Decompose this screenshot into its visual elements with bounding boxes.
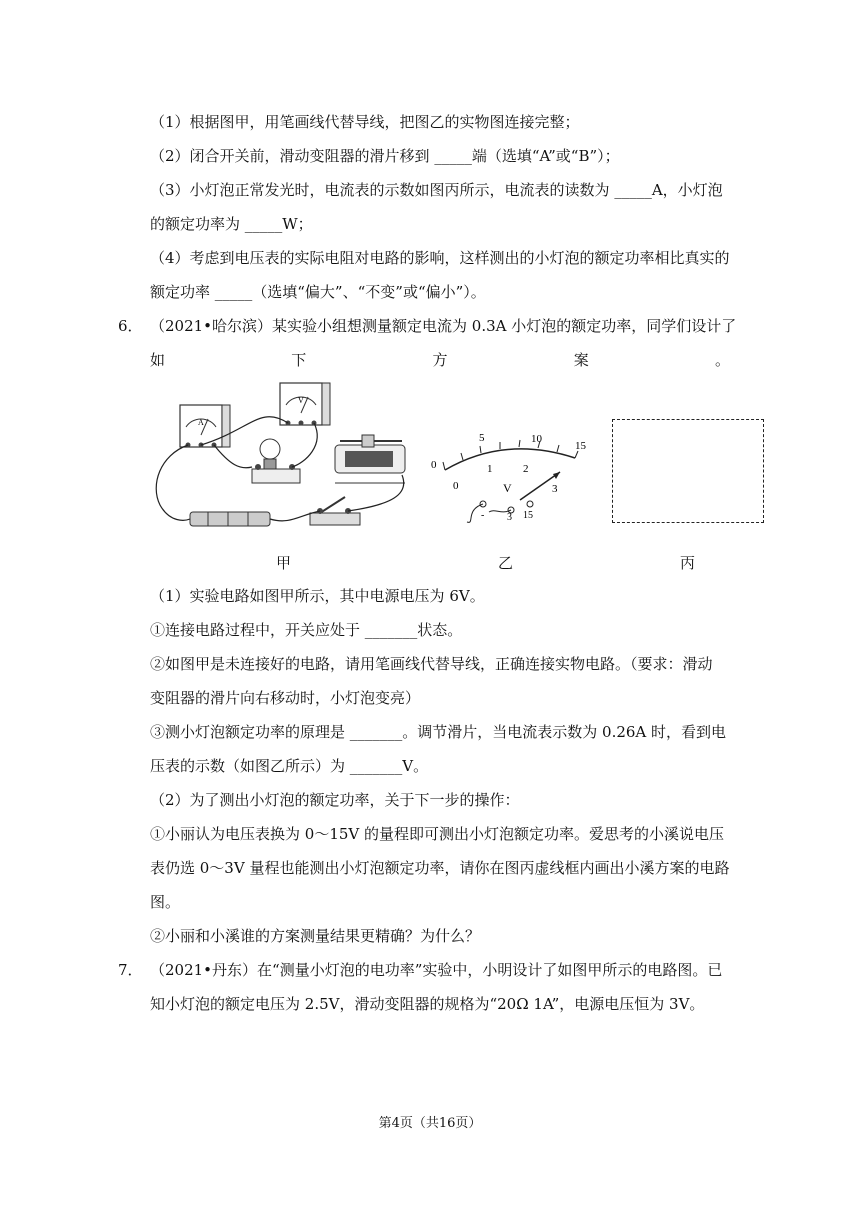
dial-top-15: 15 xyxy=(575,440,586,452)
q6-part1: （1）实验电路如图甲所示，其中电源电压为 6V。 xyxy=(150,587,485,605)
dial-unit: V xyxy=(503,481,512,495)
ammeter-icon xyxy=(180,405,230,448)
voltmeter-icon xyxy=(280,383,330,426)
q6-char: 。 xyxy=(714,351,730,369)
dial-bottom-1: 1 xyxy=(487,463,493,475)
figure-yi-voltmeter-dial xyxy=(425,400,605,530)
q6-part1-b: ②如图甲是未连接好的电路，请用笔画线代替导线，正确连接实物电路。（要求：滑动 xyxy=(150,655,713,673)
voltmeter-letter: V xyxy=(298,396,304,405)
q6-number: 6． xyxy=(118,317,143,335)
terminal-neg: - xyxy=(481,510,485,521)
q7-stem: （2021•丹东）在“测量小灯泡的电功率”实验中，小明设计了如图甲所示的电路图。已 xyxy=(150,961,723,979)
battery-icon xyxy=(190,512,270,526)
dial-top-10: 10 xyxy=(531,433,542,445)
caption-yi: 乙 xyxy=(498,554,514,572)
q6-part1-c: ③测小灯泡额定功率的原理是 _______。调节滑片，当电流表示数为 0.26A 时，看到电 xyxy=(150,723,727,741)
q6-char: 方 xyxy=(432,351,448,369)
q5-part2: （2）闭合开关前，滑动变阻器的滑片移到 _____端（选填“A”或“B”）； xyxy=(150,147,620,165)
q6-part1-a: ①连接电路过程中，开关应处于 _______状态。 xyxy=(150,621,463,639)
page-footer: 第4页（共16页） xyxy=(378,1116,482,1131)
q6-part2-a-cont: 表仍选 0～3V 量程也能测出小灯泡额定功率，请你在图丙虚线框内画出小溪方案的电路 xyxy=(150,859,730,877)
q5-part1: （1）根据图甲，用笔画线代替导线，把图乙的实物图连接完整； xyxy=(150,113,580,131)
bulb-icon xyxy=(252,439,300,483)
dial-bottom-2: 2 xyxy=(523,463,529,475)
q5-part4: （4）考虑到电压表的实际电阻对电路的影响，这样测出的小灯泡的额定功率相比真实的 xyxy=(150,249,730,267)
caption-jia: 甲 xyxy=(276,554,292,572)
terminal-3: 3 xyxy=(507,512,512,523)
rheostat-icon xyxy=(335,435,405,483)
dial-top-0: 0 xyxy=(431,459,437,471)
q7-stem-cont: 知小灯泡的额定电压为 2.5V，滑动变阻器的规格为“20Ω 1A”，电源电压恒为 3V。 xyxy=(150,995,705,1013)
q6-part2-a: ①小丽认为电压表换为 0～15V 的量程即可测出小灯泡额定功率。爱思考的小溪说电压 xyxy=(150,825,725,843)
q7-number: 7． xyxy=(118,961,143,979)
dial-bottom-3: 3 xyxy=(552,483,558,495)
q6-char: 下 xyxy=(291,351,307,369)
q6-stem: （2021•哈尔滨）某实验小组想测量额定电流为 0.3A 小灯泡的额定功率，同学们设计了 xyxy=(150,317,737,335)
q5-part4-cont: 额定功率 _____（选填“偏大”、“不变”或“偏小”）。 xyxy=(150,283,486,301)
dial-top-5: 5 xyxy=(479,432,485,444)
figure-jia-circuit xyxy=(140,375,420,545)
q6-stem-cont xyxy=(150,350,730,370)
q6-part1-c-cont: 压表的示数（如图乙所示）为 _______V。 xyxy=(150,757,429,775)
q6-char: 案 xyxy=(573,351,589,369)
q6-part2-a-end: 图。 xyxy=(150,893,181,911)
q6-part2-b: ②小丽和小溪谁的方案测量结果更精确？为什么？ xyxy=(150,927,481,945)
terminal-15: 15 xyxy=(523,510,533,521)
dial-arc xyxy=(445,449,575,470)
q5-part3: （3）小灯泡正常发光时，电流表的示数如图丙所示，电流表的读数为 _____A，小灯泡 xyxy=(150,181,723,199)
dial-bottom-0: 0 xyxy=(453,480,459,492)
figure-bing-dashed-box xyxy=(612,419,764,523)
q6-part2: （2）为了测出小灯泡的额定功率，关于下一步的操作： xyxy=(150,791,520,809)
caption-bing: 丙 xyxy=(680,554,696,572)
q5-part3-cont: 的额定功率为 _____W； xyxy=(150,215,313,233)
ammeter-letter: A xyxy=(198,418,204,427)
q6-part1-b-cont: 变阻器的滑片向右移动时，小灯泡变亮） xyxy=(150,689,421,707)
q6-char: 如 xyxy=(150,351,166,369)
